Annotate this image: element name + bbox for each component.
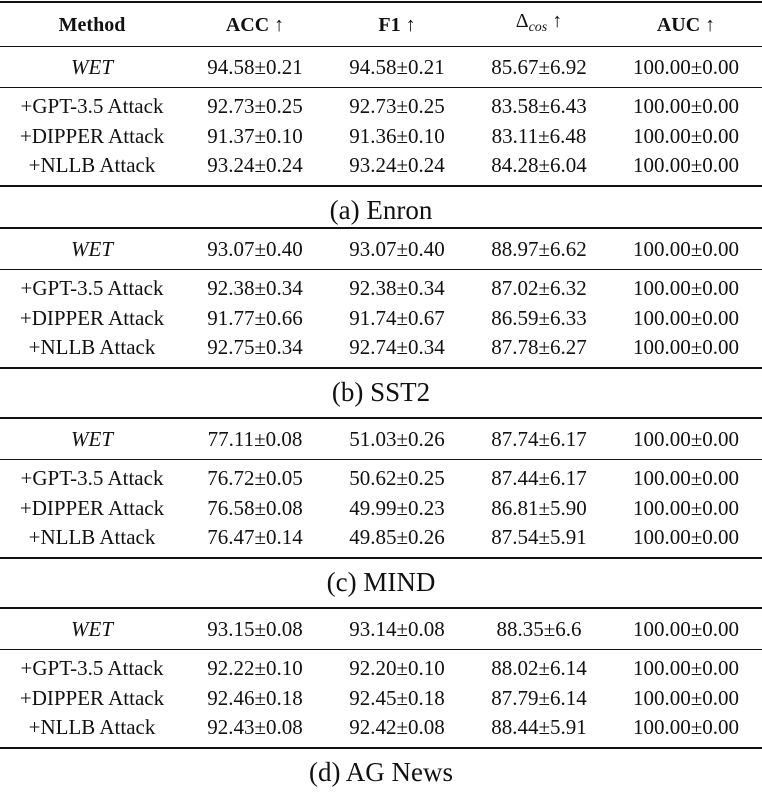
table-row: WET 93.07±0.40 93.07±0.40 88.97±6.62 100.00±0.00 — [0, 228, 762, 270]
table-block-mind — [0, 417, 762, 605]
table-row: +GPT-3.5 Attack 76.72±0.05 50.62±0.25 87.44±6.17 100.00±0.00 — [0, 460, 762, 494]
table-row: +GPT-3.5 Attack 92.38±0.34 92.38±0.34 87.02±6.32 100.00±0.00 — [0, 270, 762, 304]
table-row: +GPT-3.5 Attack 92.73±0.25 92.73±0.25 83.58±6.43 100.00±0.00 — [0, 88, 762, 122]
table-caption: (b) SST2 — [331, 376, 431, 407]
table-row: +DIPPER Attack 91.77±0.66 91.74±0.67 86.59±6.33 100.00±0.00 — [19, 305, 740, 330]
table-row: +NLLB Attack 93.24±0.24 93.24±0.24 84.28±6.04 100.00±0.00 — [0, 151, 762, 186]
table-row: +DIPPER Attack 92.46±0.18 92.45±0.18 87.79±6.14 100.00±0.00 — [19, 685, 740, 710]
header-method: Method — [58, 13, 126, 36]
header-auc: AUC ↑ — [656, 13, 716, 36]
up-arrow-icon: ↑ — [552, 10, 563, 32]
table-block-enron — [0, 1, 762, 233]
up-arrow-icon: ↑ — [705, 13, 716, 36]
results-table-enron — [0, 1, 762, 187]
table-caption: (c) MIND — [326, 566, 436, 597]
up-arrow-icon: ↑ — [274, 13, 285, 36]
table-caption: (d) AG News — [309, 756, 453, 787]
table-caption: (a) Enron — [329, 194, 433, 225]
table-block-sst2 — [0, 227, 762, 415]
table-block-agnews — [0, 607, 762, 795]
header-delta-cos: $\Delta_{cos}$ ↑ — [515, 10, 563, 35]
header-row — [0, 2, 762, 47]
table-row: +DIPPER Attack 76.58±0.08 49.99±0.23 86.81±5.90 100.00±0.00 — [19, 495, 740, 520]
results-table-agnews — [0, 607, 762, 749]
table-row: +NLLB Attack 76.47±0.14 49.85±0.26 87.54±5.91 100.00±0.00 — [0, 523, 762, 558]
table-row: +DIPPER Attack 91.37±0.10 91.36±0.10 83.11±6.48 100.00±0.00 — [19, 123, 740, 148]
table-row: +NLLB Attack 92.43±0.08 92.42±0.08 88.44±5.91 100.00±0.00 — [0, 713, 762, 748]
table-row: WET 94.58±0.21 94.58±0.21 85.67±6.92 100.00±0.00 — [0, 47, 762, 88]
table-row: +GPT-3.5 Attack 92.22±0.10 92.20±0.10 88.02±6.14 100.00±0.00 — [0, 650, 762, 684]
table-row: WET 77.11±0.08 51.03±0.26 87.74±6.17 100.00±0.00 — [0, 418, 762, 460]
up-arrow-icon: ↑ — [405, 13, 416, 36]
results-table-sst2 — [0, 227, 762, 369]
table-row: +NLLB Attack 92.75±0.34 92.74±0.34 87.78±6.27 100.00±0.00 — [0, 333, 762, 368]
header-acc: ACC ↑ — [225, 13, 285, 36]
table-row: WET 93.15±0.08 93.14±0.08 88.35±6.6 100.00±0.00 — [0, 608, 762, 650]
results-table-mind — [0, 417, 762, 559]
header-f1: F1 ↑ — [378, 13, 416, 36]
